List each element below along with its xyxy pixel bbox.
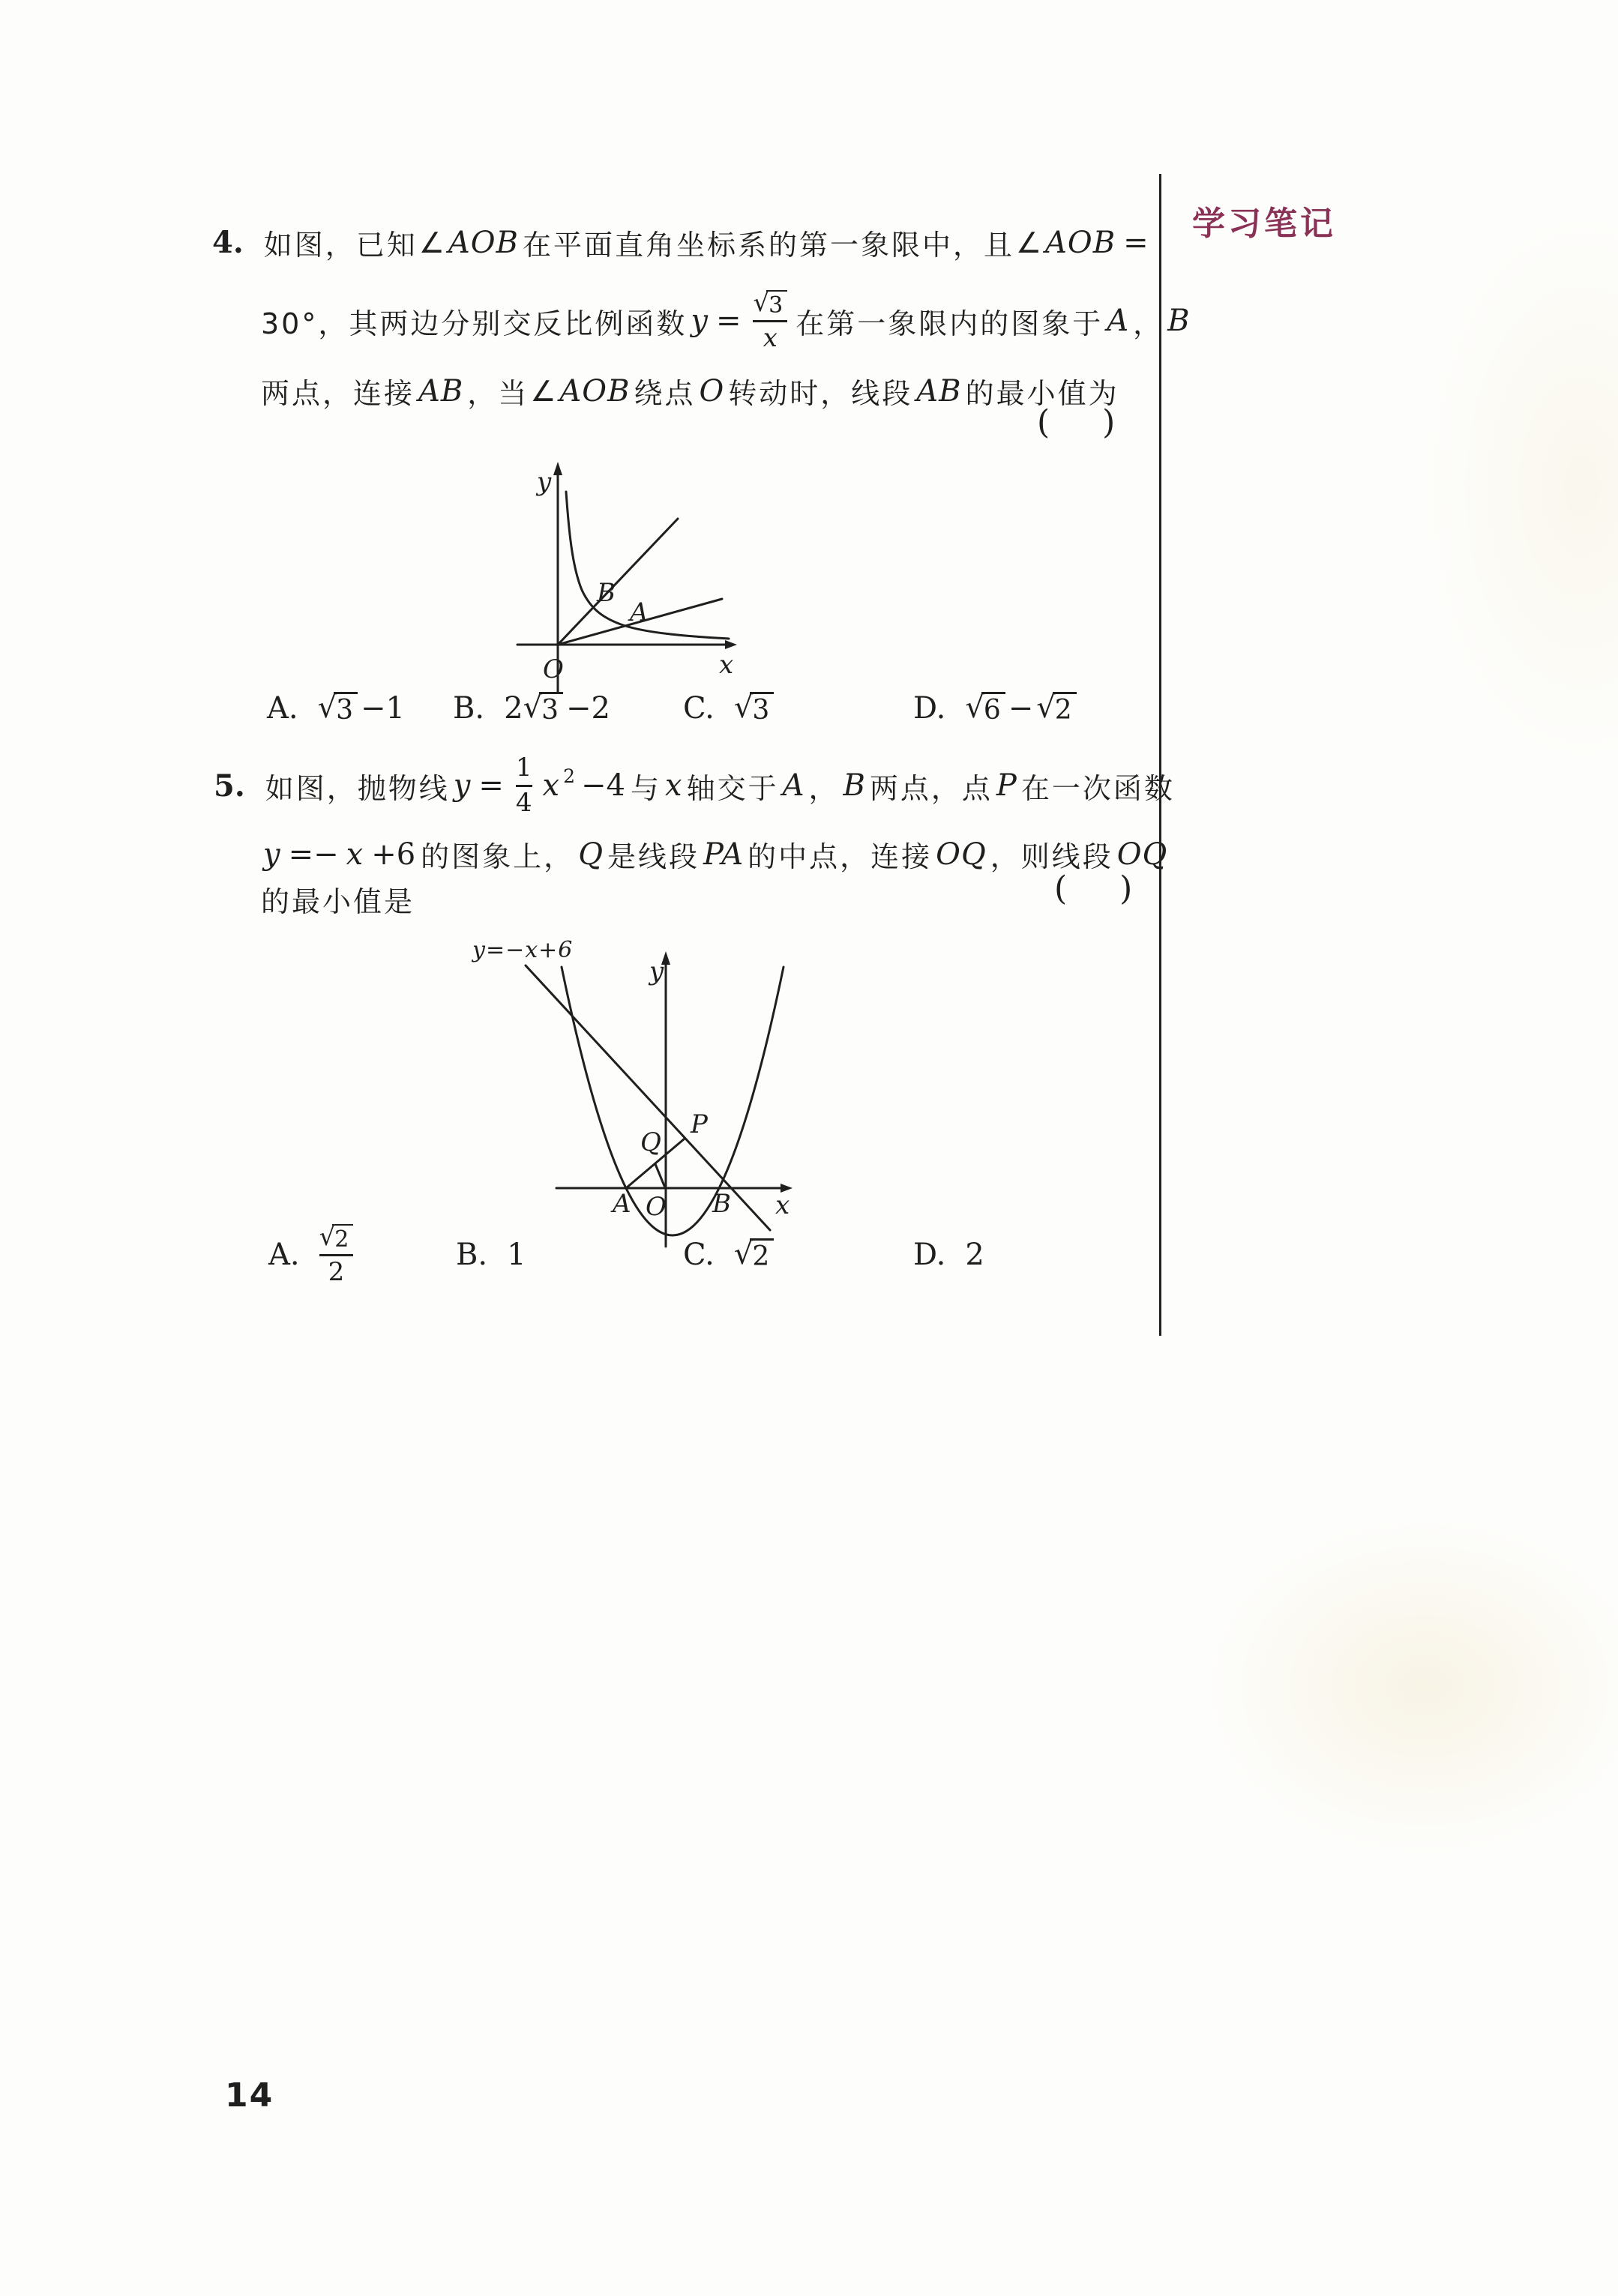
text-segment: B bbox=[843, 768, 866, 803]
x-axis-label: x bbox=[775, 1190, 790, 1220]
text-segment: ， bbox=[808, 771, 840, 805]
radical-sign: √ bbox=[1036, 690, 1056, 725]
problem-5-answer-blank bbox=[1054, 870, 1132, 908]
problem-4-number: 4. bbox=[212, 225, 244, 260]
text-segment: 与 bbox=[630, 771, 661, 805]
problem-4-figure bbox=[508, 454, 756, 705]
point-B-label: B bbox=[712, 1189, 731, 1219]
radical-sign: √ bbox=[753, 287, 770, 318]
problem-5-line-1 bbox=[214, 753, 1176, 819]
text-segment: O bbox=[699, 373, 725, 409]
text-segment: 的图象上， bbox=[421, 840, 575, 873]
text-segment: 的中点，连接 bbox=[748, 840, 933, 873]
text-segment: P bbox=[996, 768, 1017, 803]
sqrt-expression bbox=[318, 692, 358, 726]
text-segment: 绕点 bbox=[634, 377, 696, 410]
notes-column-title: 学习笔记 bbox=[1192, 205, 1336, 243]
sqrt-expression bbox=[965, 692, 1005, 726]
choice-label: B. bbox=[456, 1238, 488, 1272]
origin-label: O bbox=[543, 654, 564, 684]
text-segment: AOB bbox=[1045, 225, 1116, 260]
radicand: 2 bbox=[750, 1238, 774, 1272]
text-segment: ，则线段 bbox=[990, 840, 1113, 873]
choice-label: D. bbox=[913, 691, 946, 726]
fraction-denominator: x bbox=[763, 322, 778, 353]
y-axis-arrow bbox=[553, 462, 562, 475]
problem-5-figure bbox=[465, 926, 810, 1256]
choice-5-B bbox=[456, 1225, 526, 1285]
text-segment: 在一次函数 bbox=[1020, 771, 1175, 805]
radicand: 2 bbox=[332, 1224, 353, 1252]
close-paren: ) bbox=[1102, 403, 1116, 442]
radicand: 3 bbox=[766, 290, 787, 318]
line-equation-label: y=−x+6 bbox=[472, 937, 574, 963]
text-segment: +6 bbox=[371, 837, 416, 872]
text-segment: y bbox=[453, 768, 472, 803]
linear-function-line bbox=[526, 965, 770, 1230]
radical-sign: √ bbox=[733, 690, 754, 725]
text-segment: = bbox=[478, 768, 504, 803]
choice-4-B bbox=[453, 691, 613, 726]
radicand: 3 bbox=[750, 692, 774, 726]
text-segment: 的最小值是 bbox=[261, 885, 415, 918]
sqrt-expression bbox=[734, 1238, 774, 1272]
text-segment: 转动时，线段 bbox=[728, 377, 913, 410]
text-segment: = bbox=[1123, 225, 1149, 260]
text-segment: x bbox=[346, 837, 364, 872]
radical-sign: √ bbox=[523, 690, 543, 725]
point-A-label: A bbox=[613, 1189, 631, 1219]
origin-label: O bbox=[646, 1192, 667, 1222]
page-number: 14 bbox=[225, 2076, 274, 2115]
choice-value: 1 bbox=[507, 1238, 526, 1272]
problem-5-number: 5. bbox=[214, 768, 245, 804]
text-segment: AB bbox=[418, 373, 464, 409]
problem-5-line-2 bbox=[260, 834, 1170, 875]
x-axis-arrow bbox=[725, 640, 737, 649]
choice-5-D bbox=[913, 1225, 984, 1285]
sqrt-expression bbox=[753, 287, 787, 319]
text-segment: x bbox=[542, 768, 561, 803]
choice-5-C bbox=[683, 1225, 774, 1285]
ray-OB bbox=[558, 519, 678, 645]
text-segment: A bbox=[782, 768, 805, 803]
choice-4-C bbox=[683, 691, 774, 726]
sqrt-expression bbox=[734, 692, 774, 726]
text-segment: 两点，点 bbox=[869, 771, 993, 805]
sqrt-expression bbox=[1036, 692, 1076, 726]
fraction-denominator: 2 bbox=[328, 1256, 345, 1287]
radicand: 3 bbox=[334, 692, 358, 726]
fraction-numerator: 1 bbox=[515, 753, 532, 783]
text-segment: 是线段 bbox=[607, 840, 700, 873]
fraction-numerator bbox=[319, 1223, 354, 1252]
text-segment: PA bbox=[703, 837, 745, 872]
quarter-fraction bbox=[516, 754, 532, 817]
text-segment: 的最小值为 bbox=[965, 377, 1119, 410]
open-paren: ( bbox=[1054, 870, 1068, 908]
expression-tail: −1 bbox=[361, 691, 405, 726]
radical-sign: √ bbox=[319, 1221, 336, 1252]
choice-expression bbox=[504, 691, 613, 726]
text-segment: y bbox=[691, 304, 709, 338]
choice-expression bbox=[734, 1238, 774, 1272]
text-segment: 2 bbox=[563, 765, 576, 787]
fraction-bar bbox=[319, 1254, 354, 1256]
problem-4-line-1 bbox=[212, 222, 1153, 263]
fraction-bar bbox=[753, 320, 787, 322]
problem-4-line-3 bbox=[260, 370, 1120, 412]
parabola-curve bbox=[562, 967, 784, 1235]
text-segment: ∠ bbox=[1015, 226, 1042, 259]
fraction-denominator: 4 bbox=[515, 787, 532, 818]
fraction-numerator bbox=[753, 289, 787, 318]
problem-5-line-3 bbox=[260, 879, 415, 920]
choice-expression bbox=[965, 691, 1076, 726]
choice-label: C. bbox=[683, 1238, 715, 1272]
segment-OQ bbox=[655, 1164, 664, 1186]
point-P-label: P bbox=[691, 1109, 708, 1139]
radicand: 6 bbox=[981, 692, 1005, 726]
radical-sign: √ bbox=[317, 690, 337, 725]
radicand: 2 bbox=[1053, 692, 1077, 726]
choice-label: A. bbox=[268, 1238, 300, 1272]
open-paren: ( bbox=[1037, 403, 1050, 442]
radical-sign: √ bbox=[965, 690, 984, 725]
text-segment: ，当 bbox=[467, 377, 529, 410]
close-paren: ) bbox=[1119, 870, 1133, 908]
reciprocal-function-fraction bbox=[753, 289, 787, 352]
choice-5-A bbox=[268, 1221, 353, 1287]
text-segment: AOB bbox=[559, 373, 631, 409]
choice-4-A bbox=[267, 691, 408, 726]
text-segment: 两点，连接 bbox=[261, 377, 415, 410]
problem-4-line-2 bbox=[260, 286, 1194, 355]
text-segment: 30°，其两边分别交反比例函数 bbox=[261, 307, 688, 340]
y-axis-label: y bbox=[649, 956, 664, 986]
text-segment: = bbox=[715, 304, 742, 338]
choice-value: 2 bbox=[965, 1238, 984, 1272]
text-segment: y bbox=[263, 837, 281, 872]
text-segment: AOB bbox=[448, 225, 519, 260]
point-Q-label: Q bbox=[640, 1127, 661, 1157]
sqrt-expression bbox=[523, 692, 563, 726]
text-segment: =− bbox=[288, 837, 339, 872]
text-segment: ， bbox=[1133, 307, 1164, 340]
text-segment: ∠ bbox=[418, 226, 445, 259]
point-A-label: A bbox=[630, 597, 649, 627]
choice-label: C. bbox=[683, 691, 715, 726]
text-segment: 如图，已知 bbox=[263, 229, 418, 262]
y-axis-label: y bbox=[537, 467, 552, 497]
choice-label: D. bbox=[913, 1238, 946, 1272]
fraction-bar bbox=[516, 785, 532, 787]
text-segment: Q bbox=[578, 837, 604, 872]
text-segment: OQ bbox=[1116, 837, 1168, 872]
text-segment: OQ bbox=[936, 837, 987, 872]
point-B-label: B bbox=[597, 578, 616, 608]
minus-operator: − bbox=[1008, 691, 1034, 726]
choice-expression bbox=[318, 691, 408, 726]
choice-label: A. bbox=[267, 691, 298, 726]
text-segment: 在平面直角坐标系的第一象限中，且 bbox=[522, 229, 1014, 262]
text-segment: A bbox=[1107, 304, 1130, 338]
problem-4-answer-blank bbox=[1037, 403, 1115, 442]
text-segment: 如图，抛物线 bbox=[265, 771, 450, 805]
text-segment: −4 bbox=[581, 768, 625, 803]
choice-expression bbox=[734, 692, 774, 726]
expression-tail: −2 bbox=[565, 691, 610, 726]
text-segment: AB bbox=[916, 373, 962, 409]
x-axis-label: x bbox=[719, 650, 734, 680]
text-segment: ∠ bbox=[530, 374, 556, 408]
sqrt-expression bbox=[319, 1221, 354, 1253]
text-segment: x bbox=[665, 768, 683, 803]
choice-label: B. bbox=[453, 691, 485, 726]
text-segment: 在第一象限内的图象于 bbox=[796, 307, 1104, 340]
text-segment: 轴交于 bbox=[686, 771, 779, 805]
radicand: 3 bbox=[539, 692, 563, 726]
text-segment: B bbox=[1167, 304, 1191, 338]
choice-4-D bbox=[913, 691, 1077, 726]
choice-fraction bbox=[319, 1223, 354, 1286]
coefficient: 2 bbox=[504, 691, 523, 726]
radical-sign: √ bbox=[733, 1236, 754, 1271]
